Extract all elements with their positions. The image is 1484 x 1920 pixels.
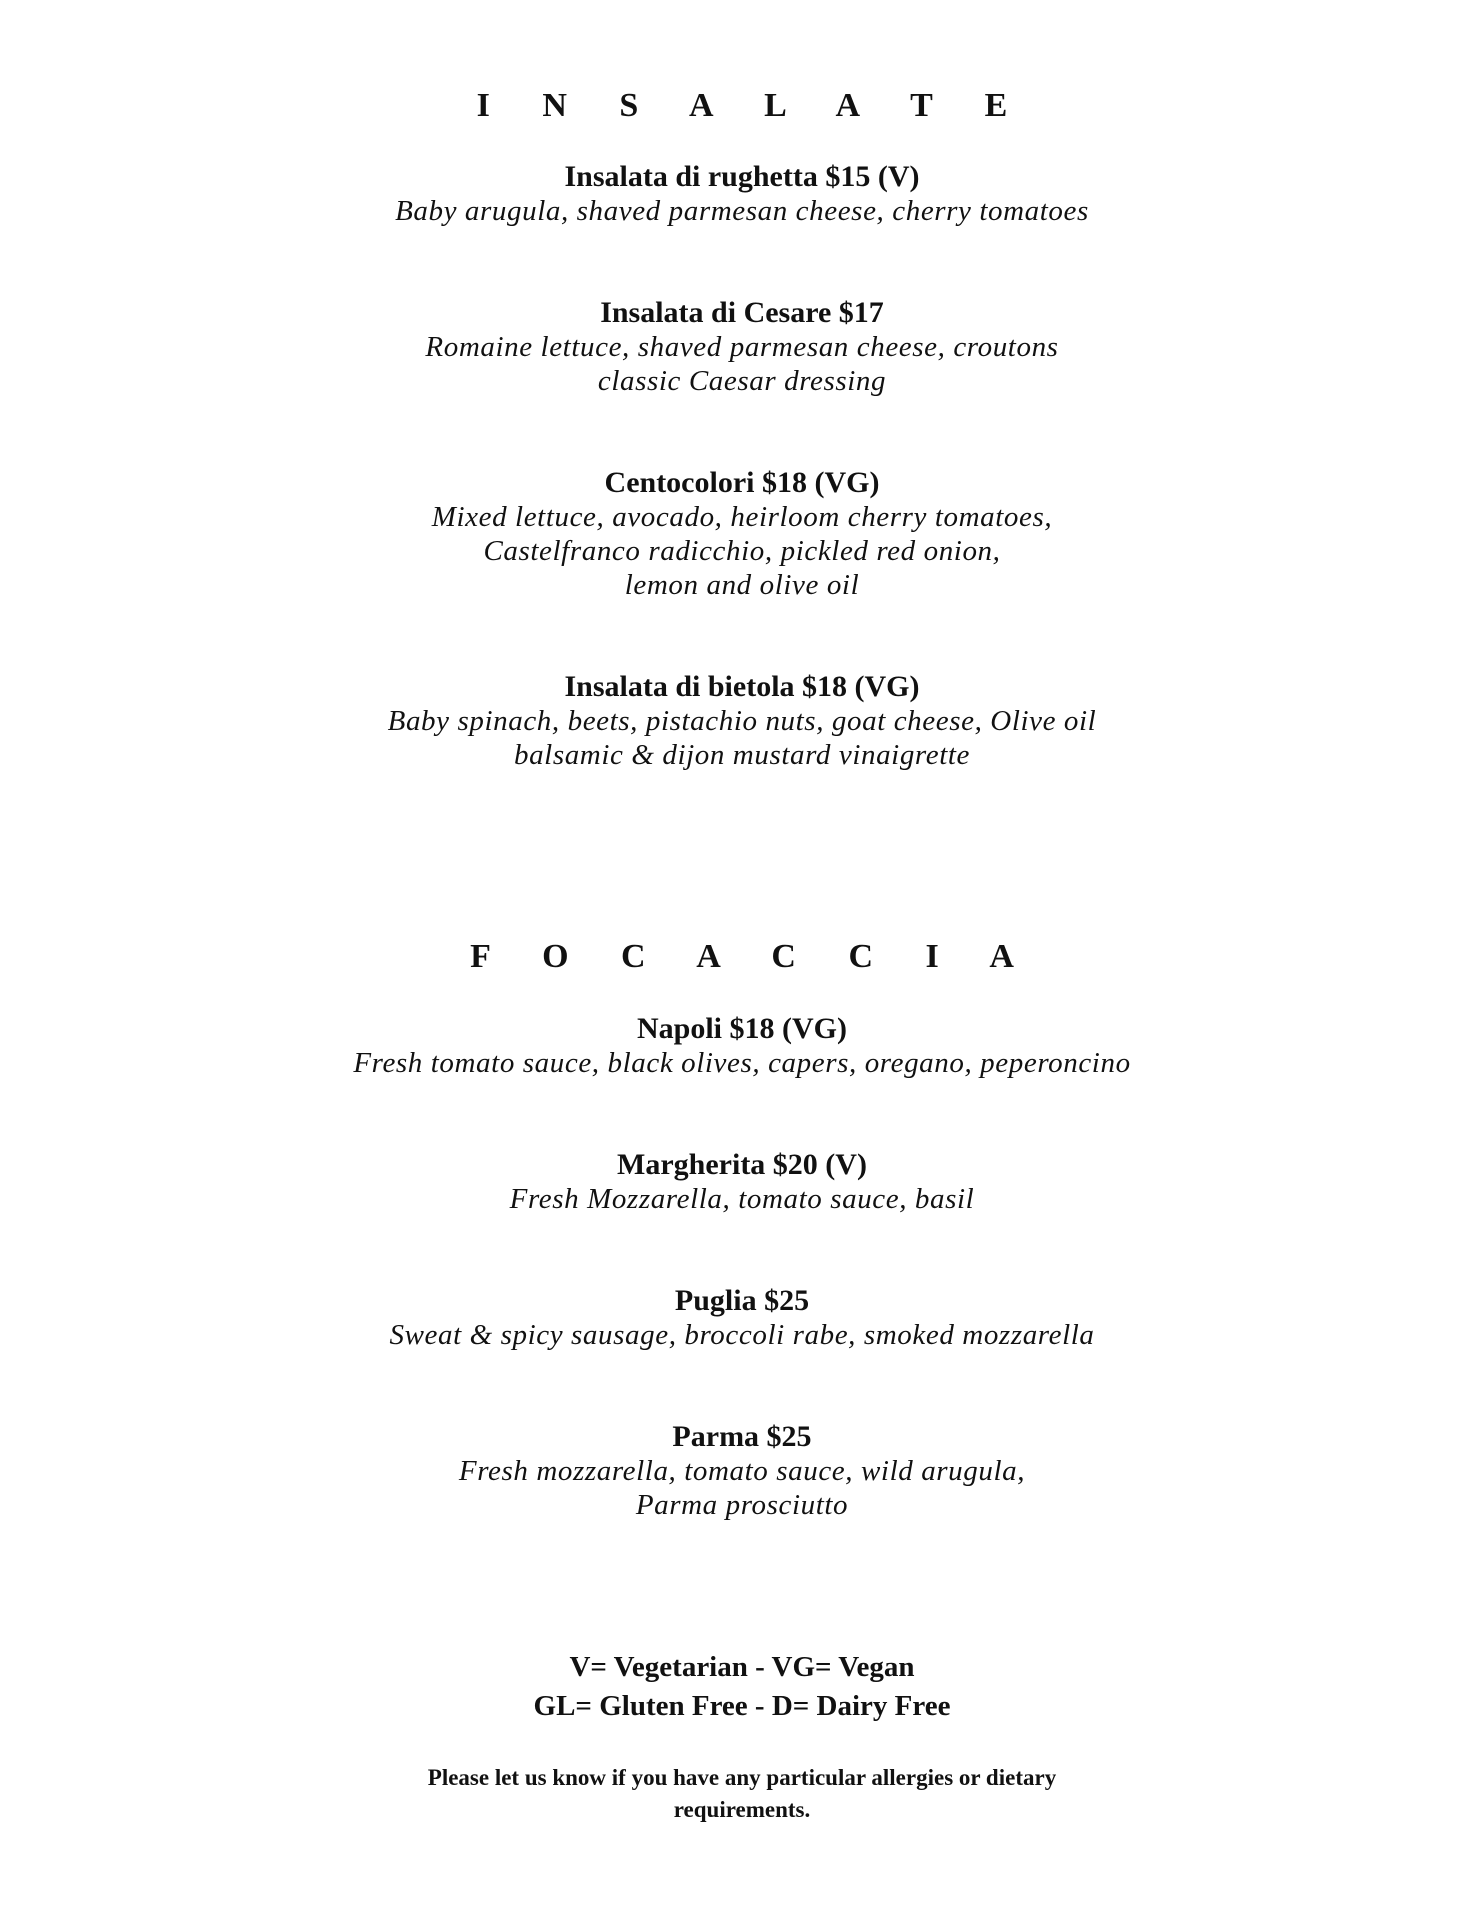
item-description (0, 500, 1484, 602)
item-name: Insalata di bietola $18 (VG) (564, 670, 920, 703)
item-description (0, 194, 1484, 228)
section-title-insalate: I N S A L A T E (476, 87, 1030, 124)
menu-item-margherita (0, 1148, 1484, 1216)
description-line: Baby arugula, shaved parmesan cheese, cherry tomatoes (395, 195, 1089, 227)
description-line: Baby spinach, beets, pistachio nuts, goat cheese, Olive oil (387, 705, 1097, 737)
section-title-focaccia: F O C A C C I A (470, 938, 1036, 975)
menu-item-insalata-rughetta (0, 160, 1484, 228)
item-description (0, 704, 1484, 772)
description-line: Fresh tomato sauce, black olives, capers, oregano, peperoncino (353, 1047, 1131, 1079)
note-line: Please let us know if you have any particular allergies or dietary (427, 1765, 1057, 1790)
item-name: Napoli $18 (VG) (637, 1012, 847, 1045)
menu-item-insalata-cesare (0, 296, 1484, 398)
description-line: Fresh mozzarella, tomato sauce, wild arugula, (458, 1455, 1026, 1487)
dietary-legend (0, 1648, 1484, 1726)
item-description (0, 1318, 1484, 1352)
item-description (0, 330, 1484, 398)
item-name: Margherita $20 (V) (617, 1148, 867, 1181)
description-line: balsamic & dijon mustard vinaigrette (513, 739, 971, 771)
description-line: Fresh Mozzarella, tomato sauce, basil (509, 1183, 975, 1215)
description-line: lemon and olive oil (624, 569, 860, 601)
item-name: Insalata di Cesare $17 (600, 296, 884, 329)
description-line: classic Caesar dressing (597, 365, 887, 397)
item-name: Centocolori $18 (VG) (604, 466, 880, 499)
menu-item-parma (0, 1420, 1484, 1522)
item-name: Puglia $25 (674, 1284, 810, 1317)
item-name: Parma $25 (672, 1420, 812, 1453)
item-description (0, 1454, 1484, 1522)
item-description (0, 1046, 1484, 1080)
description-line: Castelfranco radicchio, pickled red onion, (483, 535, 1001, 567)
note-line: requirements. (673, 1797, 811, 1822)
description-line: Parma prosciutto (635, 1489, 849, 1521)
menu-item-insalata-bietola (0, 670, 1484, 772)
description-line: Romaine lettuce, shaved parmesan cheese, croutons (425, 331, 1059, 363)
menu-item-puglia (0, 1284, 1484, 1352)
item-name: Insalata di rughetta $15 (V) (564, 160, 920, 193)
menu-item-centocolori (0, 466, 1484, 602)
legend-line: GL= Gluten Free - D= Dairy Free (533, 1690, 951, 1722)
legend-line: V= Vegetarian - VG= Vegan (569, 1651, 915, 1683)
description-line: Mixed lettuce, avocado, heirloom cherry tomatoes, (431, 501, 1053, 533)
item-description (0, 1182, 1484, 1216)
description-line: Sweat & spicy sausage, broccoli rabe, smoked mozzarella (389, 1319, 1095, 1351)
allergy-note (404, 1762, 1080, 1826)
menu-item-napoli (0, 1012, 1484, 1080)
